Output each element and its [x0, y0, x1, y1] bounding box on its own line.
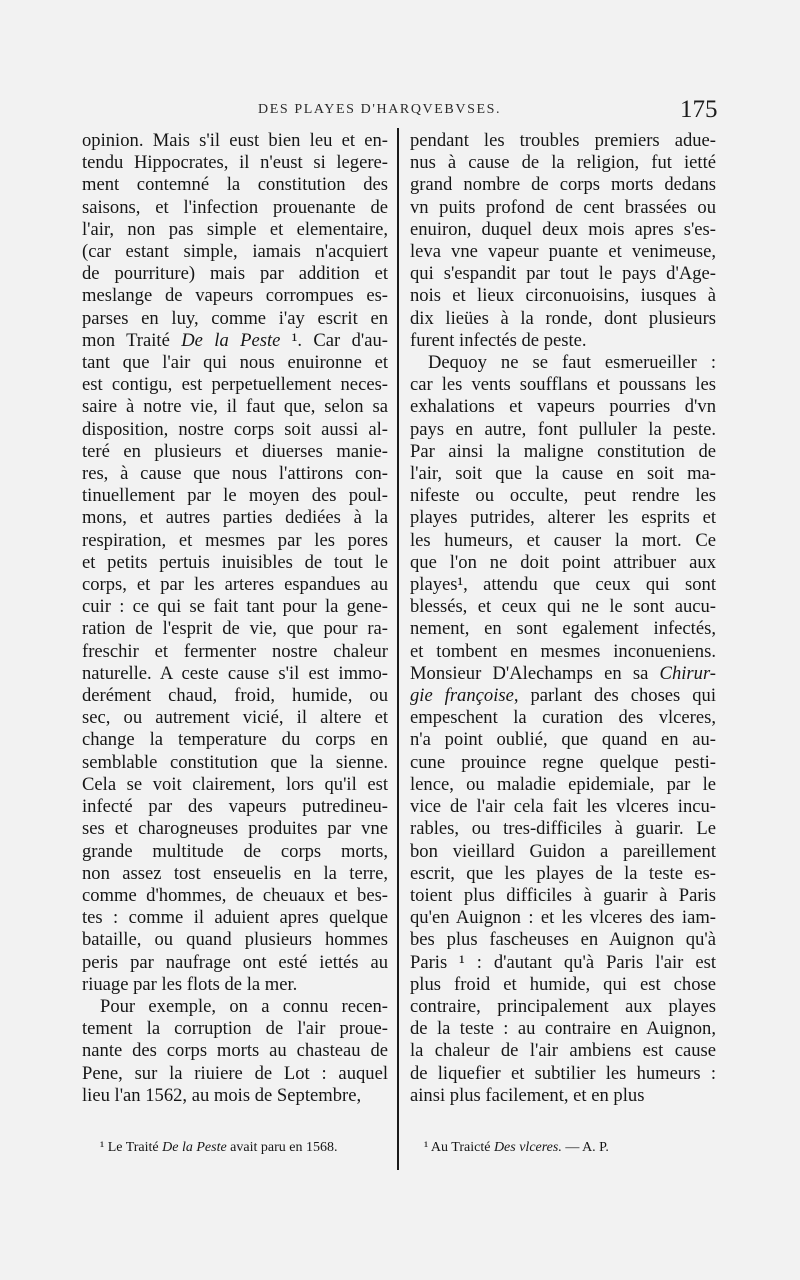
text-line: Par ainsi la maligne constitution de — [410, 440, 716, 462]
text-line: de pourriture) mais par addition et — [82, 263, 388, 285]
text-line: semblable constitution que la sienne. — [82, 751, 388, 773]
text-line: res, à cause que nous l'attirons con- — [82, 463, 388, 485]
text-line: tes : comme il aduient apres quelque — [82, 907, 388, 929]
text-line: pays en autre, font pulluler la peste. — [410, 418, 716, 440]
text-line: lieu l'an 1562, au mois de Septembre, — [82, 1084, 362, 1106]
text-line: cuir : ce qui se fait tant pour la gene- — [82, 596, 388, 618]
text-line: qui s'espandit par tout le pays d'Age- — [410, 263, 716, 285]
text-line: playes¹, attendu que ceux qui sont — [410, 574, 716, 596]
left-text-column — [82, 130, 388, 1107]
text-line: nois et lieux circonuoisins, iusques à — [410, 285, 716, 307]
text-line: (car estant simple, iamais n'acquiert — [82, 241, 388, 263]
text-line: rables, ou tres-difficiles à guarir. Le — [410, 818, 716, 840]
text-line: sec, ou autrement vicié, il altere et — [82, 707, 388, 729]
running-title: DES PLAYES D'HARQVEBVSES. — [258, 102, 502, 117]
text-line: ration de l'esprit de vie, que pour ra- — [82, 618, 388, 640]
text-line: contraire, principalement aux playes — [410, 995, 716, 1017]
text-line: de la teste : au contraire en Auignon, — [410, 1018, 716, 1040]
text-line: furent infectés de peste. — [410, 329, 587, 351]
text-line: est contigu, est perpetuellement neces- — [82, 374, 388, 396]
text-line: ment contemné la constitution des — [82, 174, 388, 196]
text-line: vn puits profond de cent brassées ou — [410, 196, 716, 218]
text-line: parses en luy, comme i'ay escrit en — [82, 307, 388, 329]
text-line: tant que l'air qui nous enuironne et — [82, 352, 388, 374]
text-line: bes plus fascheuses en Auignon qu'à — [410, 929, 716, 951]
text-line: exhalations et vapeurs pourries d'vn — [410, 396, 716, 418]
text-line: leva vne vapeur puante et venimeuse, — [410, 241, 716, 263]
text-line: mons, et autres parties dediées à la — [82, 507, 388, 529]
text-line: et petits pertuis inuisibles de tout le — [82, 551, 388, 573]
text-line: ainsi plus facilement, et en plus — [410, 1084, 645, 1106]
text-line: non assez tost enseuelis en la terre, — [82, 862, 388, 884]
page-header — [0, 96, 800, 130]
text-line: teré en plusieurs et diuerses manie- — [82, 440, 388, 462]
text-line: et tombent en mesmes inconueniens. — [410, 640, 716, 662]
footnote-right: ¹ Au Traicté Des vlceres. — A. P. — [424, 1140, 609, 1155]
text-line: comme d'hommes, de cheuaux et bes- — [82, 884, 388, 906]
text-line: Pene, sur la riuiere de Lot : auquel — [82, 1062, 388, 1084]
text-line: ses et charogneuses produites par vne — [82, 818, 388, 840]
text-line: tement la corruption de l'air proue- — [82, 1018, 388, 1040]
text-line: grande multitude de corps morts, — [82, 840, 388, 862]
text-line: opinion. Mais s'il eust bien leu et en- — [82, 130, 388, 151]
text-line: nifeste ou occulte, peut rendre les — [410, 485, 716, 507]
text-line: respiration, et mesmes par les pores — [82, 529, 388, 551]
text-line: tinuellement par le moyen des poul- — [82, 485, 388, 507]
text-line: playes putrides, alterer les esprits et — [410, 507, 716, 529]
text-line: Cela se voit clairement, lors qu'il est — [82, 773, 388, 795]
text-line: peris par naufrage ont esté iettés au — [82, 951, 388, 973]
column-divider — [397, 128, 399, 1170]
text-line: mon Traité De la Peste ¹. Car d'au- — [82, 329, 388, 351]
text-line: cune prouince regne quelque pesti- — [410, 751, 716, 773]
footnote-left: ¹ Le Traité De la Peste avait paru en 1568. — [100, 1140, 338, 1155]
text-line: l'air, non pas simple et elementaire, — [82, 218, 388, 240]
text-line: qu'en Auignon : et les vlceres des iam- — [410, 907, 716, 929]
text-line: disposition, nostre corps soit aussi al- — [82, 418, 388, 440]
text-line: la chaleur de l'air ambiens est cause — [410, 1040, 716, 1062]
text-line: saisons, et l'infection prouenante de — [82, 196, 388, 218]
text-line: pendant les troubles premiers adue- — [410, 130, 716, 151]
text-line: plus froid et humide, qui est chose — [410, 973, 716, 995]
text-line: l'air, soit que la cause en soit ma- — [410, 463, 716, 485]
text-line: dix lieües à la ronde, dont plusieurs — [410, 307, 716, 329]
text-line: Dequoy ne se faut esmerueiller : — [428, 352, 716, 374]
right-text-column — [410, 130, 716, 1107]
text-line: nus à cause de la religion, fut ietté — [410, 152, 716, 174]
text-line: vice de l'air cela fait les vlceres incu- — [410, 796, 716, 818]
text-line: tendu Hippocrates, il n'eust si legere- — [82, 152, 388, 174]
text-line: change la temperature du corps en — [82, 729, 388, 751]
text-line: grand nombre de corps morts dedans — [410, 174, 716, 196]
text-line: escrit, que les playes de la teste es- — [410, 862, 716, 884]
text-line: infecté par des vapeurs putredineu- — [82, 796, 388, 818]
text-line: de liquefier et subtilier les humeurs : — [410, 1062, 716, 1084]
text-line: lence, ou maladie epidemiale, par le — [410, 773, 716, 795]
text-line: Paris ¹ : d'autant qu'à Paris l'air est — [410, 951, 716, 973]
text-line: saire à notre vie, il faut que, selon sa — [82, 396, 388, 418]
text-line: derément chaud, froid, humide, ou — [82, 685, 388, 707]
text-line: bataille, ou quand plusieurs hommes — [82, 929, 388, 951]
text-line: les humeurs, et causer la mort. Ce — [410, 529, 716, 551]
page-number: 175 — [680, 96, 718, 123]
text-line: naturelle. A ceste cause s'il est immo- — [82, 662, 388, 684]
text-line: toient plus difficiles à guarir à Paris — [410, 884, 716, 906]
text-line: corps, et par les arteres espandues au — [82, 574, 388, 596]
text-line: que l'on ne doit point attribuer aux — [410, 551, 716, 573]
text-line: gie françoise, parlant des choses qui — [410, 685, 716, 707]
text-line: freschir et fermenter nostre chaleur — [82, 640, 388, 662]
text-line: blessés, et ceux qui ne le sont aucu- — [410, 596, 716, 618]
text-line: riuage par les flots de la mer. — [82, 973, 298, 995]
text-line: nement, en sont egalement infectés, — [410, 618, 716, 640]
text-line: bon vieillard Guidon a pareillement — [410, 840, 716, 862]
text-line: n'a point oublié, que quand en au- — [410, 729, 716, 751]
text-line: nante des corps morts au chasteau de — [82, 1040, 388, 1062]
text-line: enuiron, duquel deux mois apres s'es- — [410, 218, 716, 240]
text-line: empeschent la curation des vlceres, — [410, 707, 716, 729]
text-line: car les vents soufflans et poussans les — [410, 374, 716, 396]
text-line: Pour exemple, on a connu recen- — [100, 995, 388, 1017]
text-line: Monsieur D'Alechamps en sa Chirur- — [410, 662, 716, 684]
text-line: meslange de vapeurs corrompues es- — [82, 285, 388, 307]
